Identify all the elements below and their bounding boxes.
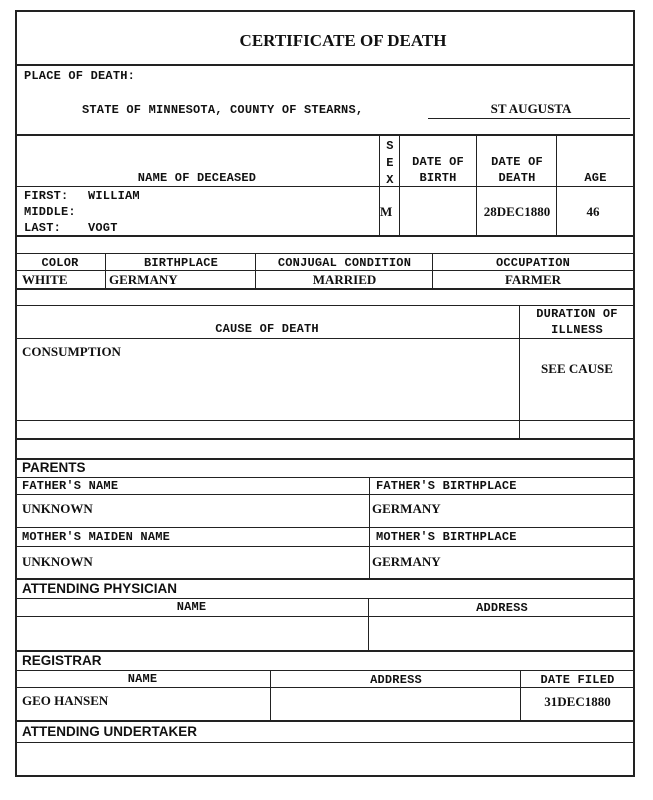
first-name-label: FIRST: bbox=[24, 189, 69, 203]
date-of-death-header: DATE OF DEATH bbox=[491, 155, 543, 185]
details-top-divider bbox=[15, 253, 635, 254]
physician-name-header: NAME bbox=[176, 600, 207, 614]
physician-section-title: ATTENDING PHYSICIAN bbox=[22, 581, 178, 596]
physician-header-divider bbox=[15, 616, 635, 617]
registrar-header-divider bbox=[15, 687, 635, 688]
registrar-bottom-divider bbox=[15, 720, 635, 722]
certificate-frame bbox=[15, 10, 635, 777]
conjugal-condition-header: CONJUGAL CONDITION bbox=[277, 256, 412, 270]
deceased-bottom-divider bbox=[15, 235, 635, 237]
registrar-address-divider bbox=[270, 670, 271, 720]
cause-of-death-header: CAUSE OF DEATH bbox=[215, 322, 319, 336]
parents-bottom-divider bbox=[15, 578, 635, 580]
cause-header-divider bbox=[15, 338, 635, 339]
sex-value: M bbox=[380, 204, 393, 219]
registrar-address-header: ADDRESS bbox=[370, 673, 422, 687]
age-header: AGE bbox=[584, 171, 607, 185]
col-divider-occupation bbox=[432, 253, 433, 288]
father-birthplace-label: FATHER'S BIRTHPLACE bbox=[376, 479, 517, 493]
first-name-value: WILLIAM bbox=[88, 189, 140, 203]
col-divider-conjugal bbox=[255, 253, 256, 288]
physician-bottom-divider bbox=[15, 650, 635, 652]
mother-name-label: MOTHER'S MAIDEN NAME bbox=[22, 530, 171, 544]
date-filed-value: 31DEC1880 bbox=[544, 694, 611, 709]
cause-lower-divider bbox=[15, 420, 635, 421]
cause-of-death-value: CONSUMPTION bbox=[22, 344, 121, 359]
color-value: WHITE bbox=[22, 272, 68, 287]
date-of-death-value: 28DEC1880 bbox=[483, 204, 551, 219]
duration-of-illness-value: SEE CAUSE bbox=[541, 361, 613, 376]
last-name-label: LAST: bbox=[24, 221, 62, 235]
father-birthplace-value: GERMANY bbox=[372, 501, 441, 516]
parents-section-title: PARENTS bbox=[22, 460, 86, 475]
col-divider-dob bbox=[399, 134, 400, 235]
father-value-divider bbox=[15, 527, 635, 528]
birthplace-value: GERMANY bbox=[109, 272, 178, 287]
city-value: ST AUGUSTA bbox=[490, 101, 572, 116]
physician-address-header: ADDRESS bbox=[476, 601, 528, 615]
registrar-date-divider bbox=[520, 670, 521, 720]
parents-top-divider bbox=[15, 458, 635, 460]
undertaker-section-title: ATTENDING UNDERTAKER bbox=[22, 724, 197, 739]
color-header: COLOR bbox=[41, 256, 79, 270]
parents-column-divider bbox=[369, 477, 370, 578]
mother-birthplace-value: GERMANY bbox=[372, 554, 441, 569]
duration-of-illness-header: DURATION OF ILLNESS bbox=[536, 307, 618, 337]
deceased-header-divider bbox=[15, 186, 635, 187]
city-underline bbox=[428, 118, 630, 119]
name-of-deceased-header: NAME OF DECEASED bbox=[137, 171, 257, 185]
certificate-title: CERTIFICATE OF DEATH bbox=[239, 31, 447, 50]
date-filed-header: DATE FILED bbox=[540, 673, 615, 687]
physician-column-divider bbox=[368, 598, 369, 650]
registrar-name-value: GEO HANSEN bbox=[22, 693, 109, 708]
sex-header: S E X bbox=[386, 139, 394, 187]
col-divider-birthplace bbox=[105, 253, 106, 288]
cause-bottom-divider bbox=[15, 438, 635, 440]
conjugal-condition-value: MARRIED bbox=[312, 272, 377, 287]
registrar-title-divider bbox=[15, 670, 635, 671]
occupation-header: OCCUPATION bbox=[495, 256, 570, 270]
mother-label-divider bbox=[15, 546, 635, 547]
middle-name-label: MIDDLE: bbox=[24, 205, 76, 219]
undertaker-title-divider bbox=[15, 742, 635, 743]
father-name-label: FATHER'S NAME bbox=[22, 479, 119, 493]
title-divider bbox=[15, 64, 635, 66]
father-name-value: UNKNOWN bbox=[22, 501, 93, 516]
age-value: 46 bbox=[586, 204, 600, 219]
last-name-value: VOGT bbox=[88, 221, 118, 235]
details-bottom-divider bbox=[15, 288, 635, 290]
place-divider bbox=[15, 134, 635, 136]
physician-title-divider bbox=[15, 598, 635, 599]
mother-birthplace-label: MOTHER'S BIRTHPLACE bbox=[376, 530, 517, 544]
registrar-section-title: REGISTRAR bbox=[22, 653, 102, 668]
mother-name-value: UNKNOWN bbox=[22, 554, 93, 569]
father-label-divider bbox=[15, 494, 635, 495]
date-of-birth-header: DATE OF BIRTH bbox=[412, 155, 464, 185]
details-header-divider bbox=[15, 270, 635, 271]
place-of-death-label: PLACE OF DEATH: bbox=[24, 69, 136, 83]
state-county-text: STATE OF MINNESOTA, COUNTY OF STEARNS, bbox=[82, 103, 364, 117]
occupation-value: FARMER bbox=[504, 272, 562, 287]
birthplace-header: BIRTHPLACE bbox=[143, 256, 218, 270]
parents-title-divider bbox=[15, 477, 635, 478]
registrar-name-header: NAME bbox=[127, 672, 158, 686]
